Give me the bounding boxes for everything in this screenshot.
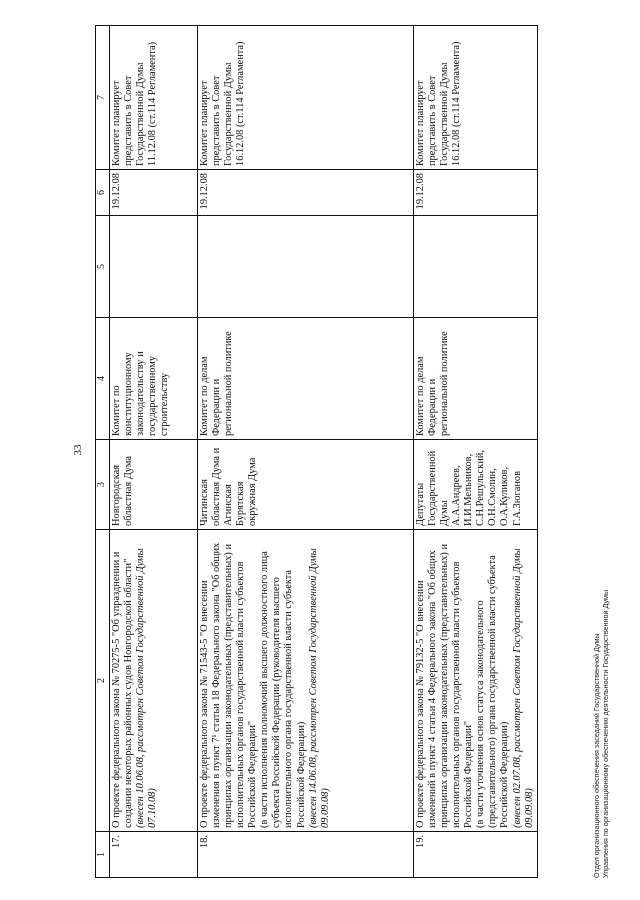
initiator-line: О.А.Куликов, [499,466,511,526]
table-header-row [96,26,110,878]
empty-cell [414,216,538,318]
bill-title: О проекте федерального закона № 71543-5 "О внесении изменения в пункт 7¹ статьи 18 Федерального закона "Об общих принципах организации законодательных (представительных) и исполнительных органов государственной власти субъектов Российской Федерации" [199,542,259,828]
legislation-table [95,25,538,878]
initiator-cell: Новгородская областная Дума [110,440,198,530]
empty-cell [110,216,198,318]
column-header: 6 [96,170,110,216]
bill-description [110,530,198,832]
table-row [414,26,538,878]
bill-note: (внесен 02.07.08, рассмотрен Советом Государственной Думы 09.09.08) [511,548,535,828]
bill-subtitle: (в части исполнения полномочий высшего должностного лица субъекта Российской Федерации (руководителя высшего исполнительного органа государственной власти субъекта Российской Федерации) [259,551,307,828]
committee-cell: Комитет по делам Федерации и региональной политике [414,318,538,440]
bill-description [198,530,414,832]
committee-cell: Комитет по конституционному законодательству и государственному строительству [110,318,198,440]
initiator-line: И.И.Мельников, [463,453,475,526]
date-cell: 19.12.08 [198,170,414,216]
column-header: 3 [96,440,110,530]
page-footer [592,18,610,878]
bill-note: (внесен 10.06.08, рассмотрен Советом Государственной Думы 07.10.08) [135,548,159,828]
initiator-line: Г.А.Зюганов [511,470,523,526]
column-header: 2 [96,530,110,832]
row-number: 17. [110,832,198,878]
bill-note: (внесен 14.06.08, рассмотрен Советом Государственной Думы 09.09.08) [307,548,331,828]
date-cell: 19.12.08 [110,170,198,216]
date-cell: 19.12.08 [414,170,538,216]
footer-line: Отдел организационного обеспечения заседаний Государственной Думы [592,633,601,878]
bill-title: О проекте федерального закона № 79132-5 "О внесении изменений в пункт 4 статьи 4 Федерального закона "Об общих принципах организации законодательных (представительных) и исполнительных органов государственной власти субъектов Российской Федерации" [415,543,475,828]
initiator-line: Думы [439,500,451,526]
table-row [198,26,414,878]
footer-line: Управления по организационному обеспечению деятельности Государственной Думы [601,589,610,878]
column-header: 1 [96,832,110,878]
empty-cell [198,216,414,318]
page-number: 33 [72,444,84,456]
initiator-line: Государственной [427,450,439,526]
initiator-cell: Читинская областная Дума и Агинская Бурятская окружная Дума [198,440,414,530]
column-header: 7 [96,26,110,170]
row-number: 18. [198,832,414,878]
initiator-line: Депутаты [415,482,426,526]
bill-subtitle: (в части уточнения основ статуса законодательного (представительного) органа государственной власти субъекта Российской Федерации) [475,555,511,828]
row-number: 19. [414,832,538,878]
committee-cell: Комитет по делам Федерации и региональной политике [198,318,414,440]
initiator-cell [414,440,538,530]
initiator-line: С.Н.Решульский, [475,450,487,526]
initiator-line: О.Н.Смолин, [487,468,499,526]
plan-cell: Комитет планирует представить в Совет Государственной Думы 16.12.08 (ст.114 Регламента) [414,26,538,170]
table-row [110,26,198,878]
plan-cell: Комитет планирует представить в Совет Государственной Думы 11.12.08 (ст.114 Регламента) [110,26,198,170]
column-header: 4 [96,318,110,440]
initiator-line: А.А.Андреев, [451,465,463,526]
column-header: 5 [96,216,110,318]
bill-title: О проекте федерального закона № 70275-5 "Об упразднении и создании некоторых районных судов Новгородской области" [111,551,135,828]
plan-cell: Комитет планирует представить в Совет Государственной Думы 16.12.08 (ст.114 Регламента) [198,26,414,170]
bill-description [414,530,538,832]
